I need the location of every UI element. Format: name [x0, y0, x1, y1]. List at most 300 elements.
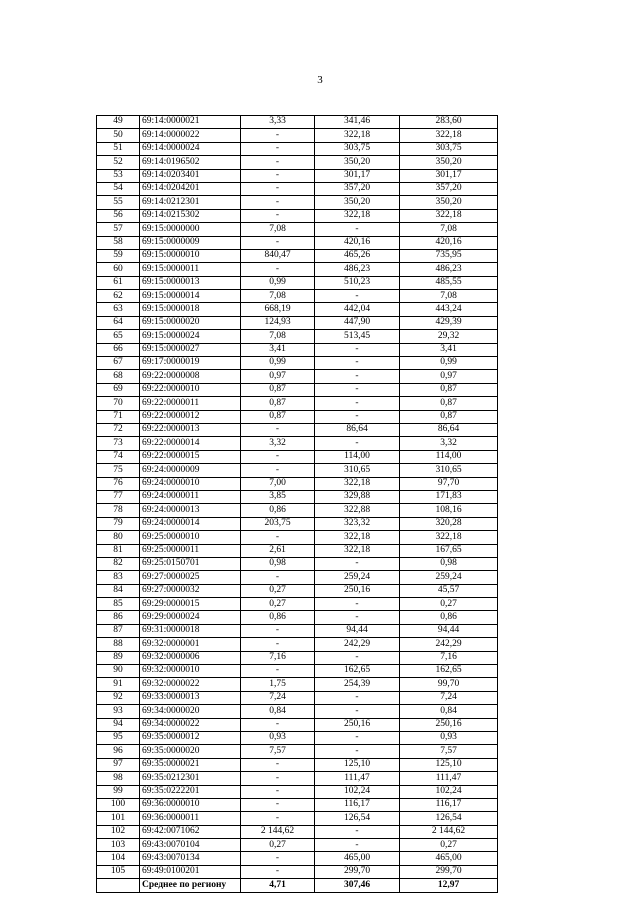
col5-value-cell: 29,32	[400, 330, 498, 343]
table-row	[97, 343, 498, 356]
row-number-cell: 98	[97, 772, 140, 785]
col5-value-cell: 125,10	[400, 758, 498, 771]
col5-value-cell: 97,70	[400, 477, 498, 490]
row-number-cell: 60	[97, 263, 140, 276]
col4-value-cell: -	[315, 397, 400, 410]
col3-value-cell: 0,99	[241, 357, 315, 370]
col5-value-cell: 102,24	[400, 785, 498, 798]
cadastral-code-cell: 69:14:0204201	[140, 182, 241, 195]
col5-value-cell: 485,55	[400, 276, 498, 289]
col5-value-cell: 0,27	[400, 839, 498, 852]
table-row	[97, 249, 498, 262]
col4-value-cell: -	[315, 437, 400, 450]
col5-value-cell: 322,18	[400, 209, 498, 222]
table-row	[97, 156, 498, 169]
col5-value-cell: 322,18	[400, 129, 498, 142]
row-number-cell: 59	[97, 249, 140, 262]
row-number-cell: 75	[97, 464, 140, 477]
table-row	[97, 504, 498, 517]
table-row	[97, 705, 498, 718]
col5-value-cell: 0,98	[400, 557, 498, 570]
col3-value-cell: -	[241, 236, 315, 249]
col4-value-cell: -	[315, 370, 400, 383]
cadastral-code-cell: 69:25:0000010	[140, 531, 241, 544]
col4-value-cell: -	[315, 611, 400, 624]
col3-value-cell: 0,27	[241, 584, 315, 597]
col3-value-cell: -	[241, 624, 315, 637]
col4-value-cell: 420,16	[315, 236, 400, 249]
table-row	[97, 370, 498, 383]
row-number-cell: 56	[97, 209, 140, 222]
row-number-cell: 58	[97, 236, 140, 249]
table-row	[97, 410, 498, 423]
row-number-cell: 85	[97, 598, 140, 611]
col5-value-cell: 0,86	[400, 611, 498, 624]
cadastral-code-cell: 69:22:0000015	[140, 450, 241, 463]
cadastral-code-cell: 69:35:0000020	[140, 745, 241, 758]
cadastral-code-cell: 69:22:0000013	[140, 423, 241, 436]
col3-value-cell: 7,00	[241, 477, 315, 490]
table-row	[97, 423, 498, 436]
cadastral-code-cell: 69:35:0212301	[140, 772, 241, 785]
col4-value-cell: 259,24	[315, 571, 400, 584]
col4-value-cell: -	[315, 410, 400, 423]
col4-value-cell: -	[315, 357, 400, 370]
cadastral-code-cell: 69:25:0000011	[140, 544, 241, 557]
col3-value-cell: 7,08	[241, 330, 315, 343]
cadastral-code-cell: 69:34:0000022	[140, 718, 241, 731]
row-number-cell: 88	[97, 638, 140, 651]
col4-value-cell: 486,23	[315, 263, 400, 276]
row-number-cell: 72	[97, 423, 140, 436]
row-number-cell: 69	[97, 383, 140, 396]
cadastral-code-cell: 69:15:0000000	[140, 223, 241, 236]
col4-value-cell: -	[315, 557, 400, 570]
table-row	[97, 531, 498, 544]
table-row	[97, 571, 498, 584]
col3-value-cell: 3,41	[241, 343, 315, 356]
row-number-cell: 102	[97, 825, 140, 838]
col3-value-cell: 3,85	[241, 490, 315, 503]
table-row	[97, 665, 498, 678]
col5-value-cell: 443,24	[400, 303, 498, 316]
cadastral-code-cell: 69:29:0000024	[140, 611, 241, 624]
footer-empty-cell	[97, 879, 140, 893]
col5-value-cell: 320,28	[400, 517, 498, 530]
table-row	[97, 142, 498, 155]
row-number-cell: 80	[97, 531, 140, 544]
table-row	[97, 357, 498, 370]
col3-value-cell: 0,99	[241, 276, 315, 289]
table-body	[97, 116, 498, 879]
row-number-cell: 65	[97, 330, 140, 343]
col4-value-cell: 510,23	[315, 276, 400, 289]
col4-value-cell: 125,10	[315, 758, 400, 771]
cadastral-code-cell: 69:22:0000011	[140, 397, 241, 410]
col5-value-cell: 114,00	[400, 450, 498, 463]
col4-value-cell: 447,90	[315, 316, 400, 329]
table-row	[97, 812, 498, 825]
table-row	[97, 290, 498, 303]
row-number-cell: 71	[97, 410, 140, 423]
col4-value-cell: 242,29	[315, 638, 400, 651]
col3-value-cell: -	[241, 196, 315, 209]
col5-value-cell: 350,20	[400, 156, 498, 169]
cadastral-code-cell: 69:42:0071062	[140, 825, 241, 838]
row-number-cell: 63	[97, 303, 140, 316]
footer-label: Среднее по региону	[140, 879, 241, 893]
table-row	[97, 209, 498, 222]
row-number-cell: 105	[97, 865, 140, 878]
col4-value-cell: 102,24	[315, 785, 400, 798]
row-number-cell: 55	[97, 196, 140, 209]
col5-value-cell: 94,44	[400, 624, 498, 637]
col4-value-cell: 322,88	[315, 504, 400, 517]
row-number-cell: 66	[97, 343, 140, 356]
col3-value-cell: 3,33	[241, 116, 315, 129]
col5-value-cell: 486,23	[400, 263, 498, 276]
col4-value-cell: 322,18	[315, 477, 400, 490]
col3-value-cell: 0,86	[241, 611, 315, 624]
cadastral-code-cell: 69:22:0000012	[140, 410, 241, 423]
col5-value-cell: 0,97	[400, 370, 498, 383]
table-row	[97, 825, 498, 838]
row-number-cell: 74	[97, 450, 140, 463]
col5-value-cell: 7,57	[400, 745, 498, 758]
col5-value-cell: 2 144,62	[400, 825, 498, 838]
table-row	[97, 397, 498, 410]
cadastral-code-cell: 69:43:0070104	[140, 839, 241, 852]
col5-value-cell: 0,84	[400, 705, 498, 718]
col4-value-cell: -	[315, 839, 400, 852]
col3-value-cell: 7,08	[241, 290, 315, 303]
col5-value-cell: 420,16	[400, 236, 498, 249]
col4-value-cell: -	[315, 745, 400, 758]
row-number-cell: 83	[97, 571, 140, 584]
col5-value-cell: 126,54	[400, 812, 498, 825]
row-number-cell: 91	[97, 678, 140, 691]
col3-value-cell: 0,98	[241, 557, 315, 570]
table-row	[97, 852, 498, 865]
cadastral-code-cell: 69:35:0222201	[140, 785, 241, 798]
col4-value-cell: 350,20	[315, 156, 400, 169]
col4-value-cell: -	[315, 343, 400, 356]
cadastral-code-cell: 69:14:0196502	[140, 156, 241, 169]
footer-col5-value: 12,97	[400, 879, 498, 893]
table-row	[97, 544, 498, 557]
col3-value-cell: -	[241, 852, 315, 865]
col3-value-cell: -	[241, 464, 315, 477]
cadastral-code-cell: 69:24:0000011	[140, 490, 241, 503]
cadastral-code-cell: 69:24:0000014	[140, 517, 241, 530]
cadastral-code-cell: 69:15:0000018	[140, 303, 241, 316]
col3-value-cell: 668,19	[241, 303, 315, 316]
table-row	[97, 691, 498, 704]
col4-value-cell: -	[315, 651, 400, 664]
table-row	[97, 330, 498, 343]
col3-value-cell: 0,87	[241, 397, 315, 410]
col4-value-cell: 322,18	[315, 209, 400, 222]
col4-value-cell: 299,70	[315, 865, 400, 878]
col3-value-cell: -	[241, 423, 315, 436]
table-row	[97, 477, 498, 490]
col5-value-cell: 116,17	[400, 798, 498, 811]
col4-value-cell: -	[315, 290, 400, 303]
col5-value-cell: 735,95	[400, 249, 498, 262]
table-row	[97, 490, 498, 503]
col5-value-cell: 0,27	[400, 598, 498, 611]
col3-value-cell: -	[241, 865, 315, 878]
col5-value-cell: 99,70	[400, 678, 498, 691]
cadastral-code-cell: 69:32:0000006	[140, 651, 241, 664]
row-number-cell: 104	[97, 852, 140, 865]
cadastral-code-cell: 69:15:0000024	[140, 330, 241, 343]
col5-value-cell: 111,47	[400, 772, 498, 785]
col4-value-cell: 94,44	[315, 624, 400, 637]
col4-value-cell: 250,16	[315, 584, 400, 597]
col5-value-cell: 299,70	[400, 865, 498, 878]
col5-value-cell: 86,64	[400, 423, 498, 436]
cadastral-code-cell: 69:14:0203401	[140, 169, 241, 182]
col3-value-cell: 203,75	[241, 517, 315, 530]
col5-value-cell: 283,60	[400, 116, 498, 129]
row-number-cell: 86	[97, 611, 140, 624]
row-number-cell: 76	[97, 477, 140, 490]
row-number-cell: 95	[97, 731, 140, 744]
col5-value-cell: 303,75	[400, 142, 498, 155]
col4-value-cell: 126,54	[315, 812, 400, 825]
col4-value-cell: -	[315, 705, 400, 718]
table-row	[97, 785, 498, 798]
col5-value-cell: 350,20	[400, 196, 498, 209]
col3-value-cell: 7,08	[241, 223, 315, 236]
col5-value-cell: 242,29	[400, 638, 498, 651]
data-table	[96, 115, 498, 893]
cadastral-code-cell: 69:36:0000011	[140, 812, 241, 825]
row-number-cell: 51	[97, 142, 140, 155]
col3-value-cell: -	[241, 156, 315, 169]
row-number-cell: 101	[97, 812, 140, 825]
row-number-cell: 78	[97, 504, 140, 517]
row-number-cell: 84	[97, 584, 140, 597]
col3-value-cell: -	[241, 798, 315, 811]
table-row	[97, 865, 498, 878]
cadastral-code-cell: 69:34:0000020	[140, 705, 241, 718]
col4-value-cell: -	[315, 223, 400, 236]
cadastral-code-cell: 69:15:0000009	[140, 236, 241, 249]
col5-value-cell: 465,00	[400, 852, 498, 865]
col4-value-cell: 250,16	[315, 718, 400, 731]
col4-value-cell: -	[315, 383, 400, 396]
table-row	[97, 263, 498, 276]
col3-value-cell: 0,87	[241, 383, 315, 396]
col3-value-cell: 7,24	[241, 691, 315, 704]
table-row	[97, 169, 498, 182]
table-row	[97, 624, 498, 637]
col4-value-cell: 323,32	[315, 517, 400, 530]
col3-value-cell: -	[241, 772, 315, 785]
col3-value-cell: -	[241, 263, 315, 276]
table-row	[97, 276, 498, 289]
row-number-cell: 68	[97, 370, 140, 383]
col4-value-cell: 442,04	[315, 303, 400, 316]
col3-value-cell: -	[241, 758, 315, 771]
row-number-cell: 96	[97, 745, 140, 758]
cadastral-code-cell: 69:14:0000021	[140, 116, 241, 129]
row-number-cell: 100	[97, 798, 140, 811]
cadastral-code-cell: 69:32:0000010	[140, 665, 241, 678]
cadastral-code-cell: 69:29:0000015	[140, 598, 241, 611]
cadastral-code-cell: 69:32:0000001	[140, 638, 241, 651]
row-number-cell: 79	[97, 517, 140, 530]
row-number-cell: 57	[97, 223, 140, 236]
col4-value-cell: -	[315, 691, 400, 704]
cadastral-code-cell: 69:25:0150701	[140, 557, 241, 570]
table-row	[97, 316, 498, 329]
cadastral-code-cell: 69:24:0000010	[140, 477, 241, 490]
col5-value-cell: 7,08	[400, 223, 498, 236]
col3-value-cell: 2 144,62	[241, 825, 315, 838]
col3-value-cell: 0,84	[241, 705, 315, 718]
col4-value-cell: 116,17	[315, 798, 400, 811]
row-number-cell: 54	[97, 182, 140, 195]
table-row	[97, 196, 498, 209]
cadastral-code-cell: 69:14:0000024	[140, 142, 241, 155]
col5-value-cell: 259,24	[400, 571, 498, 584]
col4-value-cell: 254,39	[315, 678, 400, 691]
col5-value-cell: 429,39	[400, 316, 498, 329]
col5-value-cell: 7,16	[400, 651, 498, 664]
table-row	[97, 839, 498, 852]
col3-value-cell: 3,32	[241, 437, 315, 450]
table-row	[97, 437, 498, 450]
col4-value-cell: 301,17	[315, 169, 400, 182]
col4-value-cell: 465,00	[315, 852, 400, 865]
table-row	[97, 731, 498, 744]
col5-value-cell: 162,65	[400, 665, 498, 678]
cadastral-code-cell: 69:43:0070134	[140, 852, 241, 865]
col5-value-cell: 108,16	[400, 504, 498, 517]
col5-value-cell: 0,99	[400, 357, 498, 370]
table-row	[97, 182, 498, 195]
col5-value-cell: 250,16	[400, 718, 498, 731]
row-number-cell: 93	[97, 705, 140, 718]
cadastral-code-cell: 69:24:0000013	[140, 504, 241, 517]
col3-value-cell: -	[241, 142, 315, 155]
col5-value-cell: 45,57	[400, 584, 498, 597]
col3-value-cell: 7,57	[241, 745, 315, 758]
table-row	[97, 464, 498, 477]
col4-value-cell: 513,45	[315, 330, 400, 343]
cadastral-code-cell: 69:15:0000010	[140, 249, 241, 262]
row-number-cell: 50	[97, 129, 140, 142]
col3-value-cell: -	[241, 665, 315, 678]
col3-value-cell: 2,61	[241, 544, 315, 557]
row-number-cell: 90	[97, 665, 140, 678]
col4-value-cell: 303,75	[315, 142, 400, 155]
footer-col3-value: 4,71	[241, 879, 315, 893]
row-number-cell: 61	[97, 276, 140, 289]
table-row	[97, 116, 498, 129]
col3-value-cell: -	[241, 571, 315, 584]
row-number-cell: 97	[97, 758, 140, 771]
table-footer-row	[97, 879, 498, 893]
col4-value-cell: 341,46	[315, 116, 400, 129]
col5-value-cell: 322,18	[400, 531, 498, 544]
col4-value-cell: 322,18	[315, 531, 400, 544]
row-number-cell: 62	[97, 290, 140, 303]
col5-value-cell: 7,08	[400, 290, 498, 303]
col3-value-cell: 1,75	[241, 678, 315, 691]
col3-value-cell: -	[241, 785, 315, 798]
row-number-cell: 64	[97, 316, 140, 329]
col3-value-cell: 840,47	[241, 249, 315, 262]
cadastral-code-cell: 69:15:0000011	[140, 263, 241, 276]
cadastral-code-cell: 69:14:0000022	[140, 129, 241, 142]
col3-value-cell: -	[241, 209, 315, 222]
row-number-cell: 103	[97, 839, 140, 852]
col5-value-cell: 3,32	[400, 437, 498, 450]
col5-value-cell: 0,93	[400, 731, 498, 744]
col3-value-cell: 7,16	[241, 651, 315, 664]
cadastral-code-cell: 69:36:0000010	[140, 798, 241, 811]
row-number-cell: 67	[97, 357, 140, 370]
col3-value-cell: -	[241, 450, 315, 463]
col4-value-cell: 162,65	[315, 665, 400, 678]
col4-value-cell: -	[315, 731, 400, 744]
col5-value-cell: 7,24	[400, 691, 498, 704]
col3-value-cell: -	[241, 169, 315, 182]
cadastral-code-cell: 69:27:0000032	[140, 584, 241, 597]
col3-value-cell: 0,86	[241, 504, 315, 517]
row-number-cell: 87	[97, 624, 140, 637]
row-number-cell: 99	[97, 785, 140, 798]
row-number-cell: 82	[97, 557, 140, 570]
col5-value-cell: 310,65	[400, 464, 498, 477]
cadastral-code-cell: 69:31:0000018	[140, 624, 241, 637]
cadastral-code-cell: 69:22:0000010	[140, 383, 241, 396]
col3-value-cell: 0,97	[241, 370, 315, 383]
page-number: 3	[317, 74, 323, 86]
cadastral-code-cell: 69:33:0000013	[140, 691, 241, 704]
table-row	[97, 129, 498, 142]
cadastral-code-cell: 69:32:0000022	[140, 678, 241, 691]
table-row	[97, 236, 498, 249]
cadastral-code-cell: 69:15:0000020	[140, 316, 241, 329]
table-row	[97, 598, 498, 611]
cadastral-code-cell: 69:15:0000027	[140, 343, 241, 356]
col4-value-cell: 111,47	[315, 772, 400, 785]
col3-value-cell: 124,93	[241, 316, 315, 329]
col5-value-cell: 357,20	[400, 182, 498, 195]
col4-value-cell: 322,18	[315, 544, 400, 557]
row-number-cell: 89	[97, 651, 140, 664]
col4-value-cell: 465,26	[315, 249, 400, 262]
col3-value-cell: 0,27	[241, 839, 315, 852]
table-row	[97, 745, 498, 758]
table-row	[97, 557, 498, 570]
footer-col4-value: 307,46	[315, 879, 400, 893]
cadastral-code-cell: 69:49:0100201	[140, 865, 241, 878]
row-number-cell: 92	[97, 691, 140, 704]
row-number-cell: 49	[97, 116, 140, 129]
col4-value-cell: -	[315, 825, 400, 838]
col3-value-cell: -	[241, 182, 315, 195]
table-row	[97, 798, 498, 811]
table-row	[97, 678, 498, 691]
cadastral-code-cell: 69:35:0000021	[140, 758, 241, 771]
table-row	[97, 651, 498, 664]
